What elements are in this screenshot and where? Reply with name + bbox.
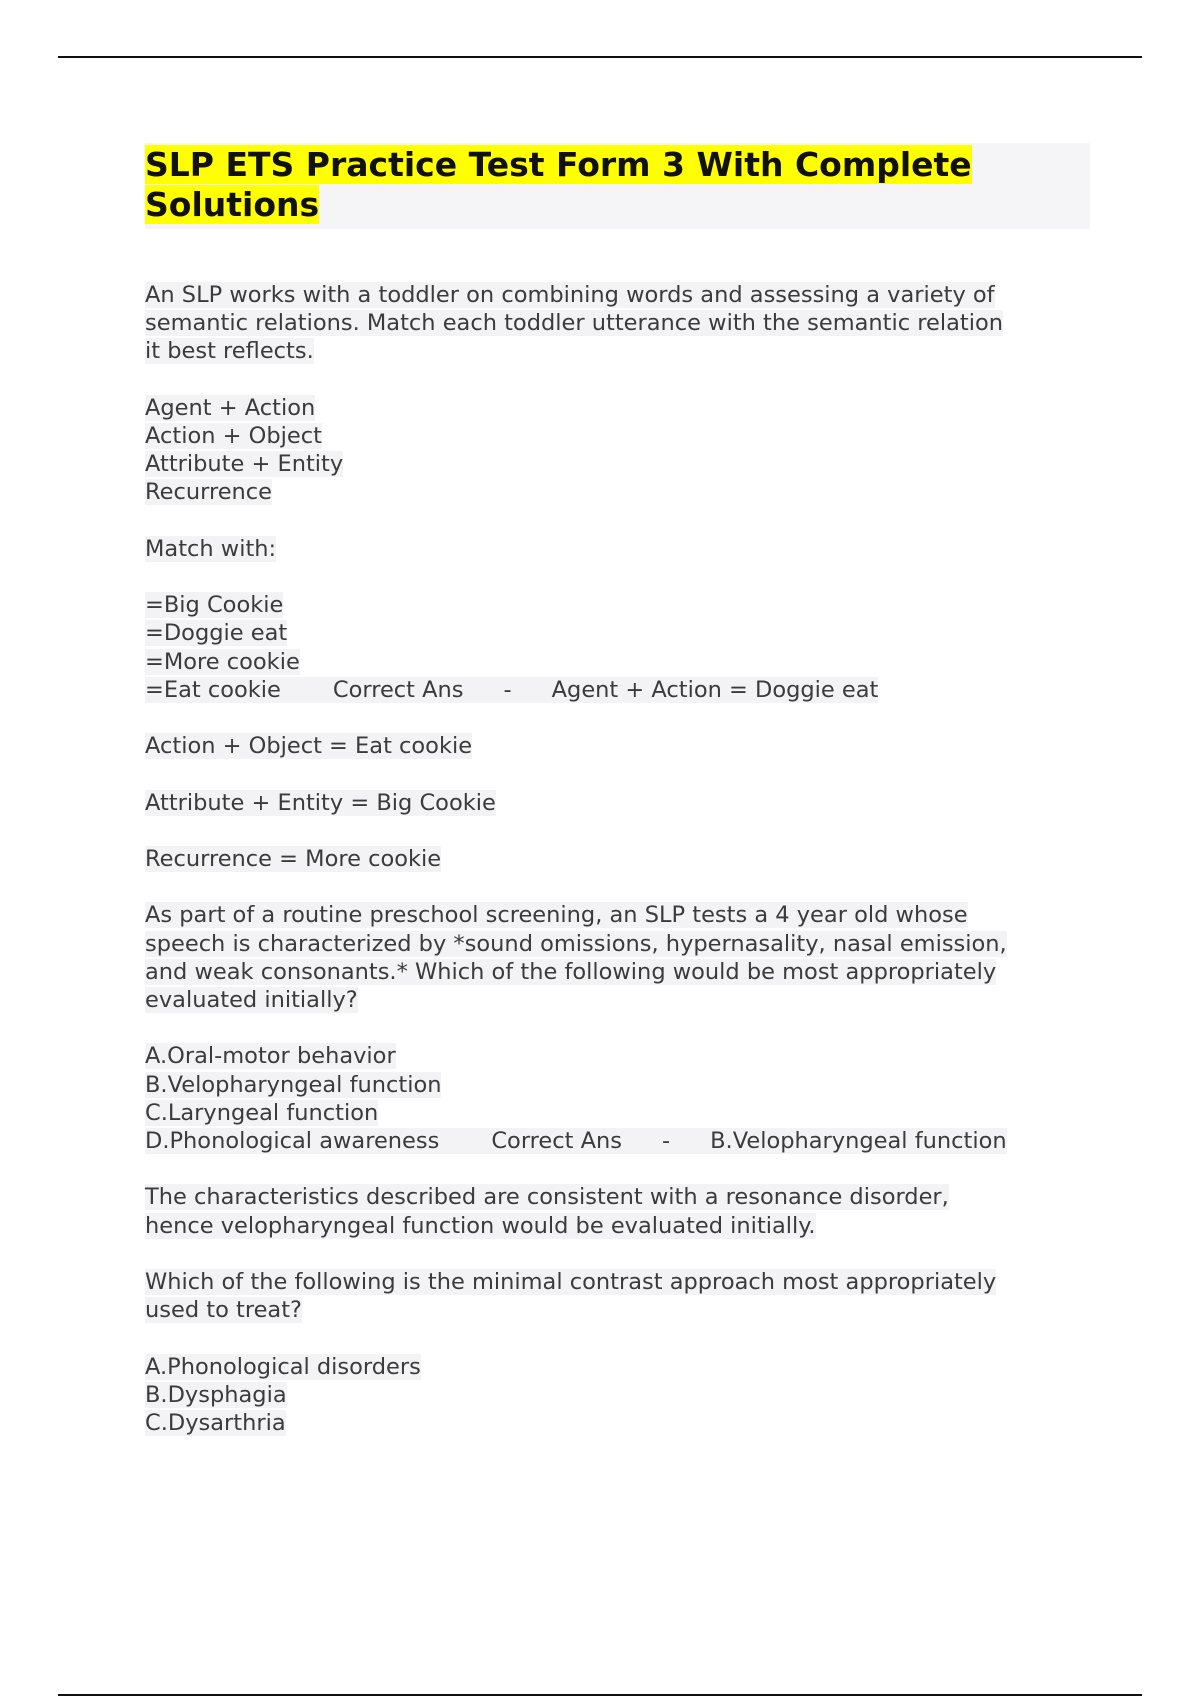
- question-1-relations: [145, 394, 1090, 507]
- option-item: D.Phonological awareness: [145, 1127, 440, 1154]
- question-1-prompt: [145, 281, 1090, 366]
- option-item: C.Dysarthria: [145, 1409, 286, 1436]
- q1-prompt-line: it best reflects.: [145, 338, 314, 365]
- q1-prompt-line: An SLP works with a toddler on combining words and assessing a variety of: [145, 282, 995, 308]
- question-1-answer: [145, 845, 1090, 873]
- utterance-item: =Big Cookie: [145, 592, 284, 619]
- relation-item: Attribute + Entity: [145, 451, 344, 478]
- q2-prompt-line: speech is characterized by *sound omissions, hypernasality, nasal emission,: [145, 930, 1007, 957]
- page-title: [145, 143, 1090, 229]
- correct-answer-value: Agent + Action = Doggie eat: [551, 676, 879, 703]
- question-1-answer: [145, 732, 1090, 760]
- option-answer-line: [145, 1128, 1007, 1154]
- utterance-item: =Eat cookie: [145, 676, 281, 703]
- explanation-line: The characteristics described are consistent with a resonance disorder,: [145, 1184, 949, 1211]
- answer-line: Recurrence = More cookie: [145, 845, 442, 872]
- utterance-answer-line: [145, 677, 878, 703]
- option-item: B.Velopharyngeal function: [145, 1071, 442, 1098]
- document-body: [145, 281, 1090, 1437]
- q3-prompt-line: used to treat?: [145, 1297, 302, 1324]
- question-1-match-label: [145, 535, 1090, 563]
- option-item: B.Dysphagia: [145, 1381, 287, 1408]
- answer-line: Attribute + Entity = Big Cookie: [145, 789, 496, 816]
- question-1-answer: [145, 789, 1090, 817]
- match-label: Match with:: [145, 535, 277, 562]
- utterance-item: =Doggie eat: [145, 620, 288, 647]
- answer-separator: -: [662, 1127, 671, 1154]
- correct-answer-label: Correct Ans: [491, 1127, 622, 1154]
- option-item: A.Oral-motor behavior: [145, 1043, 396, 1070]
- question-3-options: [145, 1353, 1090, 1438]
- answer-separator: -: [503, 676, 512, 703]
- correct-answer-value: B.Velopharyngeal function: [710, 1127, 1007, 1154]
- question-2-options: [145, 1042, 1090, 1155]
- relation-item: Action + Object: [145, 423, 322, 449]
- utterance-item: =More cookie: [145, 648, 300, 675]
- top-rule: [58, 56, 1142, 58]
- page-content: [145, 143, 1090, 1465]
- option-item: A.Phonological disorders: [145, 1353, 421, 1380]
- q3-prompt-line: Which of the following is the minimal contrast approach most appropriately: [145, 1268, 997, 1295]
- answer-line: Action + Object = Eat cookie: [145, 733, 473, 760]
- q2-prompt-line: As part of a routine preschool screening, an SLP tests a 4 year old whose: [145, 902, 968, 929]
- relation-item: Recurrence: [145, 479, 273, 506]
- question-2-explanation: [145, 1183, 1090, 1239]
- q2-prompt-line: evaluated initially?: [145, 986, 358, 1013]
- q1-prompt-line: semantic relations. Match each toddler utterance with the semantic relation: [145, 310, 1003, 337]
- relation-item: Agent + Action: [145, 394, 316, 421]
- question-1-utterances: [145, 591, 1090, 704]
- correct-answer-label: Correct Ans: [332, 676, 464, 703]
- explanation-line: hence velopharyngeal function would be evaluated initially.: [145, 1212, 816, 1239]
- option-item: C.Laryngeal function: [145, 1099, 379, 1126]
- q2-prompt-line: and weak consonants.* Which of the following would be most appropriately: [145, 958, 997, 985]
- question-2-prompt: [145, 901, 1090, 1014]
- title-highlight: SLP ETS Practice Test Form 3 With Complete Solutions: [145, 145, 972, 224]
- question-3-prompt: [145, 1268, 1090, 1324]
- bottom-rule: [58, 1694, 1142, 1696]
